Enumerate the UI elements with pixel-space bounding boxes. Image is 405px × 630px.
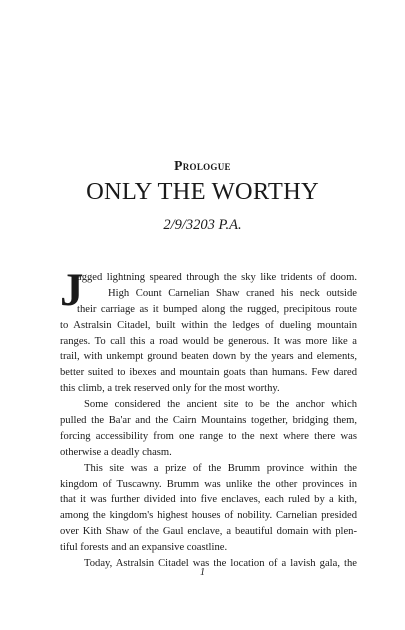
text-line: this climb, a trek reserved only for the most worthy. — [60, 383, 280, 395]
text-line: otherwise a deadly chasm. — [60, 446, 172, 458]
text-line: to Astralsin Citadel, built within the ledges of dueling mountain — [60, 319, 357, 331]
text-line: forcing accessibility from one range to the next where there was — [60, 430, 357, 442]
text-line: their carriage as it bumped along the rugged, precipitous route — [77, 303, 357, 315]
text-line: ranges. To call this a road would be generous. It was more like a — [60, 335, 357, 347]
text-line: among the kingdom's highest houses of nobility. Carnelian presided — [60, 510, 357, 522]
drop-cap: J — [60, 264, 84, 316]
text-line: trail, with unkempt ground beaten down by the years and elements, — [60, 351, 357, 363]
text-line: agged lightning speared through the sky like tridents of doom. — [77, 272, 357, 283]
text-line: pulled the Ba'ar and the Cairn Mountains together, bridging them, — [60, 415, 357, 427]
text-line: that it was further divided into five enclaves, each ruled by a kith, — [60, 494, 357, 506]
text-line: kingdom of Tuscawny. Brumm was unlike the other provinces in — [60, 478, 357, 490]
chapter-title: ONLY THE WORTHY — [86, 178, 319, 205]
chapter-label: Prologue — [174, 158, 231, 173]
text-line: better suited to ibexes and mountain goats than humans. Few dared — [60, 367, 357, 379]
text-line: High Count Carnelian Shaw craned his neck outside — [108, 287, 357, 299]
text-line: This site was a prize of the Brumm province within the — [84, 462, 357, 474]
body-text — [60, 264, 357, 572]
text-line: tiful forests and an expansive coastline. — [60, 542, 228, 554]
text-line: Some considered the ancient site to be the anchor which — [84, 399, 357, 411]
text-line: over Kith Shaw of the Gaul enclave, a beautiful domain with plen- — [60, 526, 357, 538]
text-line: Today, Astralsin Citadel was the location of a lavish gala, the — [84, 558, 357, 570]
page-number: 1 — [200, 567, 205, 578]
chapter-date: 2/9/3203 P.A. — [163, 217, 242, 233]
